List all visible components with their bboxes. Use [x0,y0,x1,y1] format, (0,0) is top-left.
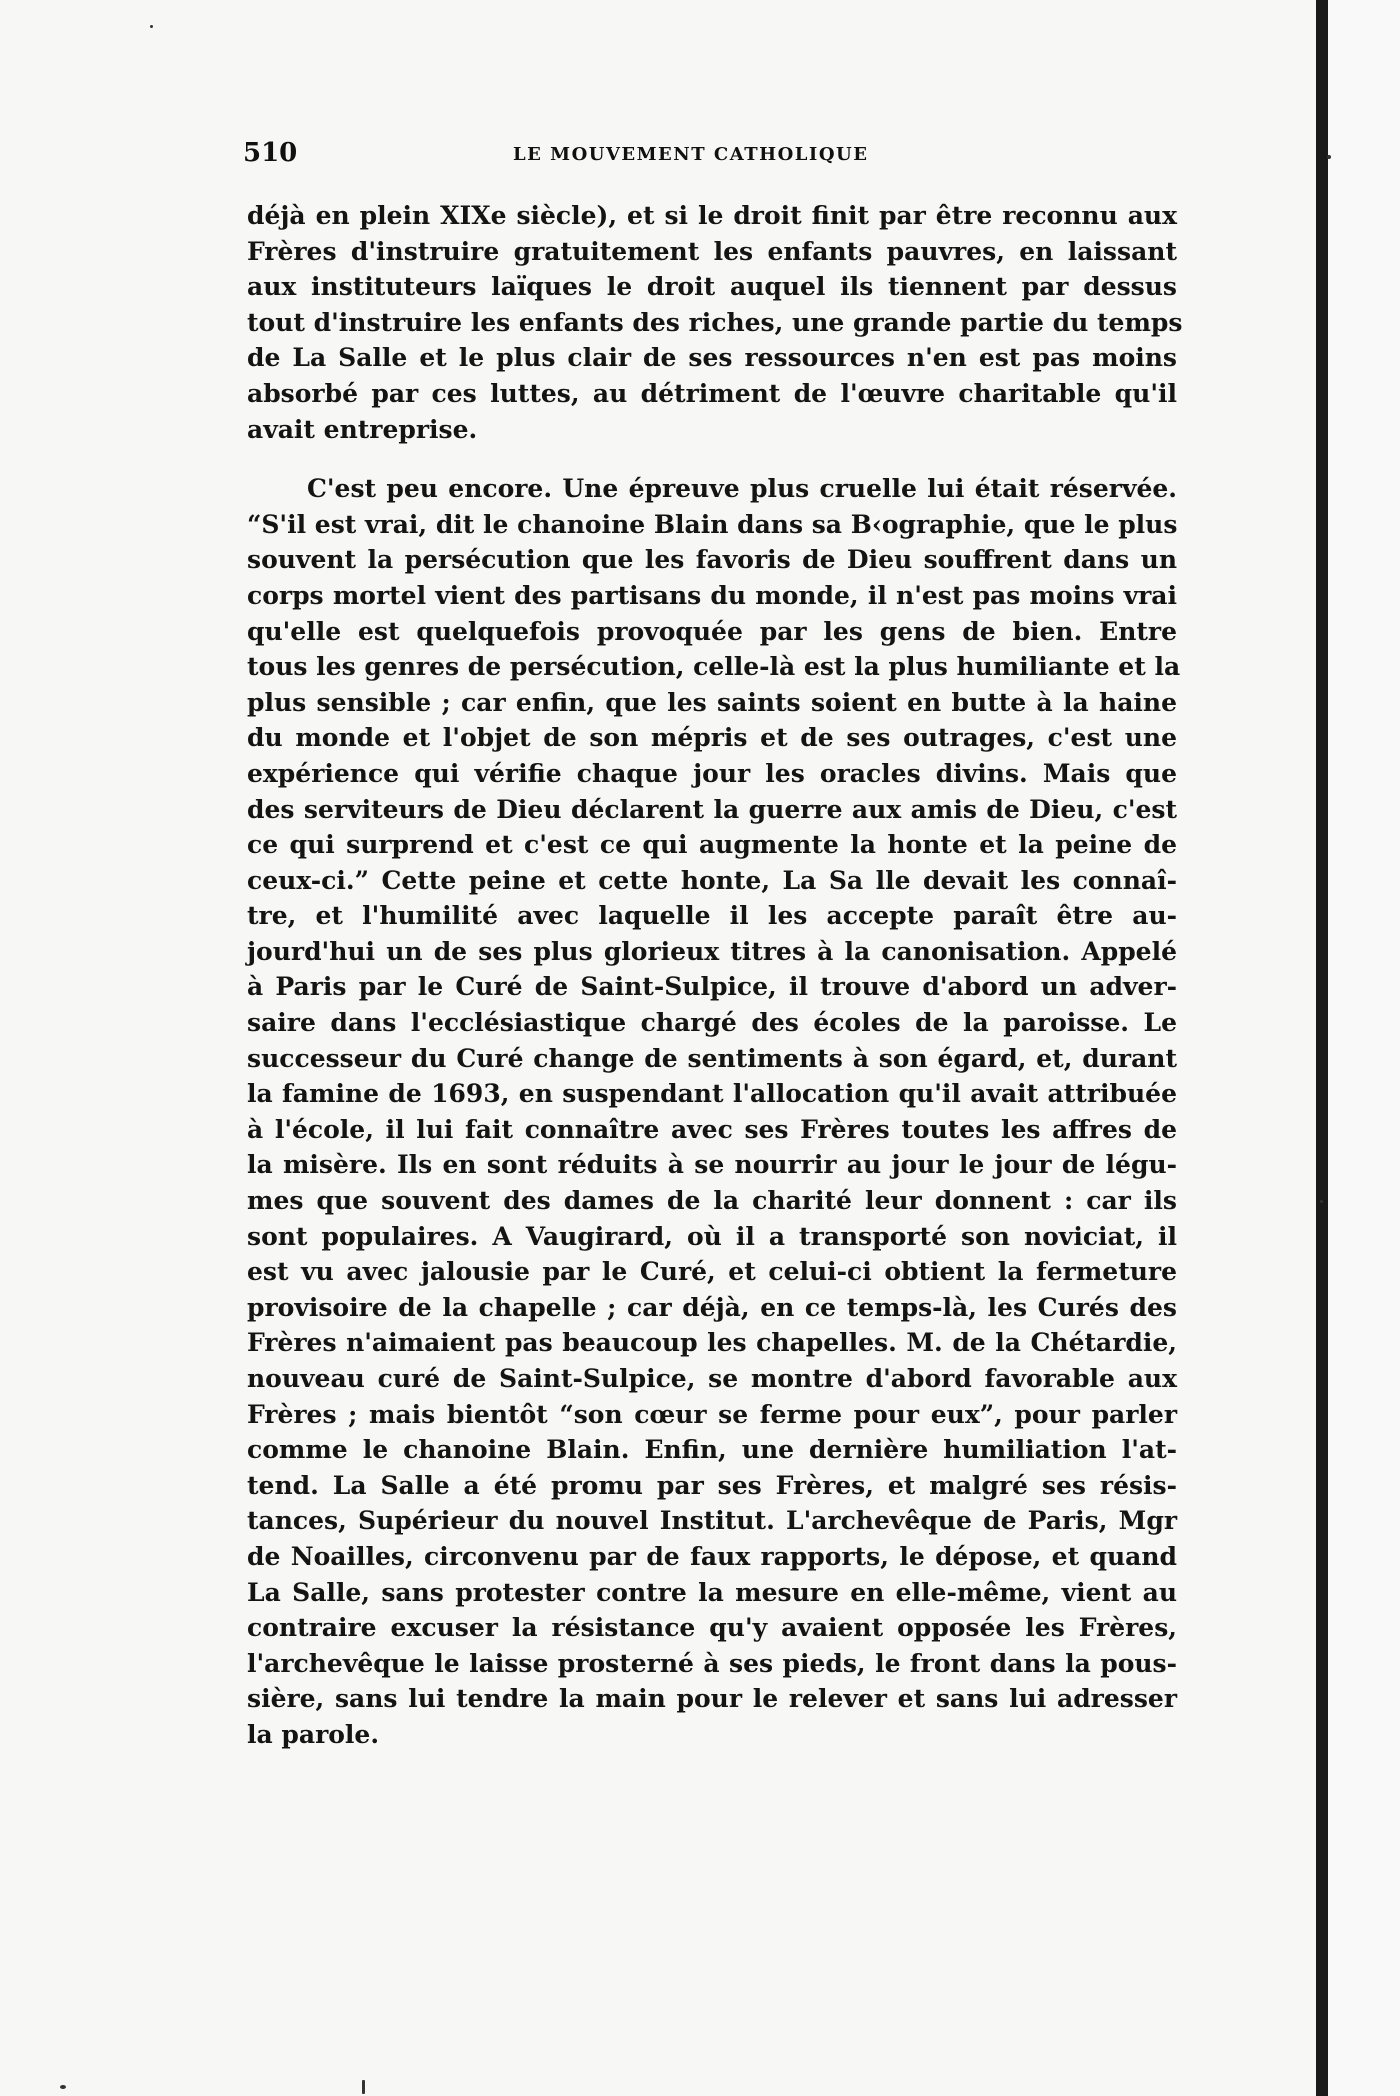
text-line: avait entreprise. [247,414,478,444]
text-line: plus sensible ; car enfin, que les saints soient en butte à la haine [247,687,1177,717]
scan-speck [362,2080,365,2094]
page-header [243,138,1173,178]
text-line: tances, Supérieur du nouvel Institut. L'archevêque de Paris, Mgr [247,1506,1177,1536]
text-line: Frères ; mais bientôt “son cœur se ferme pour eux”, pour parler [247,1399,1177,1429]
text-line: sont populaires. A Vaugirard, où il a transporté son noviciat, il [247,1221,1177,1251]
text-line: saire dans l'ecclésiastique chargé des écoles de la paroisse. Le [247,1008,1177,1038]
page-margin-strip [1328,0,1400,2096]
text-line: tous les genres de persécution, celle-là est la plus humiliante et la [247,652,1181,682]
text-line: de Noailles, circonvenu par de faux rapports, le dépose, et quand [247,1541,1177,1571]
text-line: ceux-ci.” Cette peine et cette honte, La Sa lle devait les connaî- [247,865,1177,895]
text-line: ce qui surprend et c'est ce qui augmente la honte et la peine de [247,830,1177,860]
text-line: absorbé par ces luttes, au détriment de l'œuvre charitable qu'il [247,378,1177,408]
text-line: sière, sans lui tendre la main pour le relever et sans lui adresser [247,1684,1177,1714]
text-line: corps mortel vient des partisans du monde, il n'est pas moins vrai [247,580,1177,610]
text-line: Frères d'instruire gratuitement les enfants pauvres, en laissant [247,236,1177,266]
body-text [247,198,1183,1753]
text-line: nouveau curé de Saint-Sulpice, se montre d'abord favorable aux [247,1364,1177,1393]
scan-speck [1320,1200,1323,1203]
text-line: du monde et l'objet de son mépris et de ses outrages, c'est une [247,723,1177,753]
scan-speck [150,25,153,28]
text-line: aux instituteurs laïques le droit auquel ils tiennent par dessus [247,272,1177,302]
text-line: la misère. Ils en sont réduits à se nourrir au jour le jour de légu- [247,1150,1177,1180]
scan-speck [1327,155,1331,159]
text-line: tre, et l'humilité avec laquelle il les accepte paraît être au- [247,901,1177,931]
text-line: expérience qui vérifie chaque jour les oracles divins. Mais que [247,758,1177,788]
text-line: Frères n'aimaient pas beaucoup les chapelles. M. de la Chétardie, [247,1328,1177,1358]
text-line: est vu avec jalousie par le Curé, et celui-ci obtient la fermeture [247,1257,1177,1287]
text-line: souvent la persécution que les favoris de Dieu souffrent dans un [247,545,1177,575]
paragraph [247,471,1181,1752]
text-line: de La Salle et le plus clair de ses ressources n'en est pas moins [247,343,1177,373]
text-line: déjà en plein XIXe siècle), et si le droit finit par être reconnu aux [247,201,1177,230]
text-line: l'archevêque le laisse prosterné à ses pieds, le front dans la pous- [247,1648,1177,1678]
text-line: C'est peu encore. Une épreuve plus cruelle lui était réservée. [307,474,1177,504]
paragraph-gap [247,447,1177,471]
paragraph [247,198,1183,447]
text-line: à l'école, il lui fait connaître avec ses Frères toutes les affres de [247,1114,1177,1144]
text-line: la famine de 1693, en suspendant l'allocation qu'il avait attribuée [247,1079,1177,1109]
text-line: tend. La Salle a été promu par ses Frères, et malgré ses résis- [247,1470,1177,1500]
text-line: tout d'instruire les enfants des riches, une grande partie du temps [247,307,1183,337]
running-title: LE MOUVEMENT CATHOLIQUE [513,144,869,165]
page-number: 510 [243,138,298,168]
text-line: La Salle, sans protester contre la mesure en elle-même, vient au [247,1577,1177,1607]
text-line: comme le chanoine Blain. Enfin, une dernière humiliation l'at- [247,1435,1177,1465]
text-line: mes que souvent des dames de la charité leur donnent : car ils [247,1186,1177,1216]
text-line: successeur du Curé change de sentiments à son égard, et, durant [247,1043,1177,1073]
text-line: qu'elle est quelquefois provoquée par les gens de bien. Entre [247,616,1177,646]
text-line: à Paris par le Curé de Saint-Sulpice, il trouve d'abord un adver- [247,972,1177,1002]
text-line: contraire excuser la résistance qu'y avaient opposée les Frères, [247,1613,1177,1643]
scan-speck [60,2085,66,2089]
text-line: provisoire de la chapelle ; car déjà, en ce temps-là, les Curés des [247,1292,1177,1322]
text-line: “S'il est vrai, dit le chanoine Blain dans sa B‹ographie, que le plus [247,509,1178,539]
text-line: jourd'hui un de ses plus glorieux titres à la canonisation. Appelé [247,936,1177,966]
text-line: la parole. [247,1719,380,1749]
text-line: des serviteurs de Dieu déclarent la guerre aux amis de Dieu, c'est [247,794,1177,824]
page-edge-shadow [1316,0,1328,2096]
